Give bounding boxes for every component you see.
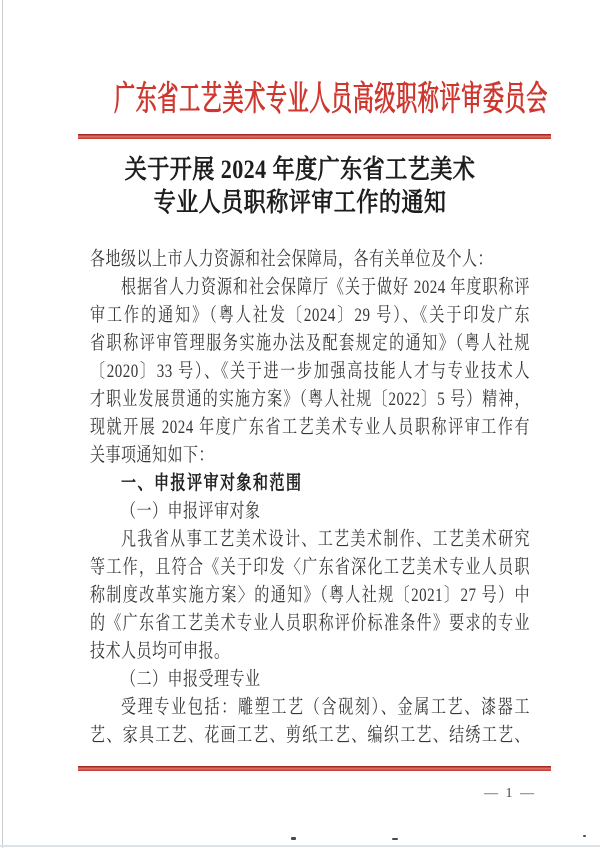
scan-speck xyxy=(392,838,398,840)
header-red-rule xyxy=(78,134,551,139)
body-line: 受理专业包括：雕塑工艺（含砚刻）、金属工艺、漆器工 xyxy=(121,697,530,719)
body-section-heading: 一、申报评审对象和范围 xyxy=(121,472,303,495)
scan-left-edge xyxy=(2,0,3,848)
document-title-line-1: 关于开展 2024 年度广东省工艺美术 xyxy=(124,155,476,184)
body-line: 凡我省从事工艺美术设计、工艺美术制作、工艺美术研究 xyxy=(121,529,530,551)
body-line: 等工作，且符合《关于印发〈广东省深化工艺美术专业人员职 xyxy=(90,557,530,579)
body-line: 称制度改革实施方案〉的通知》（粤人社规〔2021〕27 号）中 xyxy=(90,585,530,607)
body-line: 关事项通知如下： xyxy=(90,445,215,467)
footer-red-rule xyxy=(78,766,551,771)
body-line: 各地级以上市人力资源和社会保障局，各有关单位及个人： xyxy=(90,249,494,271)
body-line: 艺、家具工艺、花画工艺、剪纸工艺、编织工艺、结绣工艺、 xyxy=(90,725,530,747)
page-number: — 1 — xyxy=(484,786,536,801)
body-line: 〔2020〕33 号）、《关于进一步加强高技能人才与专业技术人 xyxy=(90,361,530,383)
scan-bottom-edge xyxy=(0,845,600,847)
body-line: （二）申报受理专业 xyxy=(121,669,261,691)
document-title xyxy=(0,153,600,219)
issuing-organization-title: 广东省工艺美术专业人员高级职称评审委员会 xyxy=(114,81,548,118)
body-line: （一）申报评审对象 xyxy=(121,501,261,523)
body-line: 才职业发展贯通的实施方案》（粤人社规〔2022〕5 号）精神， xyxy=(90,389,530,411)
scan-speck xyxy=(583,835,586,837)
body-lines xyxy=(90,246,530,750)
body-line: 省职称评审管理服务实施办法及配套规定的通知》（粤人社规 xyxy=(90,333,530,355)
document-title-line-2: 专业人员职称评审工作的通知 xyxy=(153,188,447,217)
scan-speck xyxy=(291,837,296,840)
body-line: 技术人员均可申报。 xyxy=(90,641,230,663)
body-line: 的《广东省工艺美术专业人员职称评价标准条件》要求的专业 xyxy=(90,613,530,635)
body-line: 现就开展 2024 年度广东省工艺美术专业人员职称评审工作有 xyxy=(90,417,530,439)
body-line: 根据省人力资源和社会保障厅《关于做好 2024 年度职称评 xyxy=(121,277,530,299)
body-line: 审工作的通知》（粤人社发〔2024〕29 号）、《关于印发广东 xyxy=(90,305,530,327)
